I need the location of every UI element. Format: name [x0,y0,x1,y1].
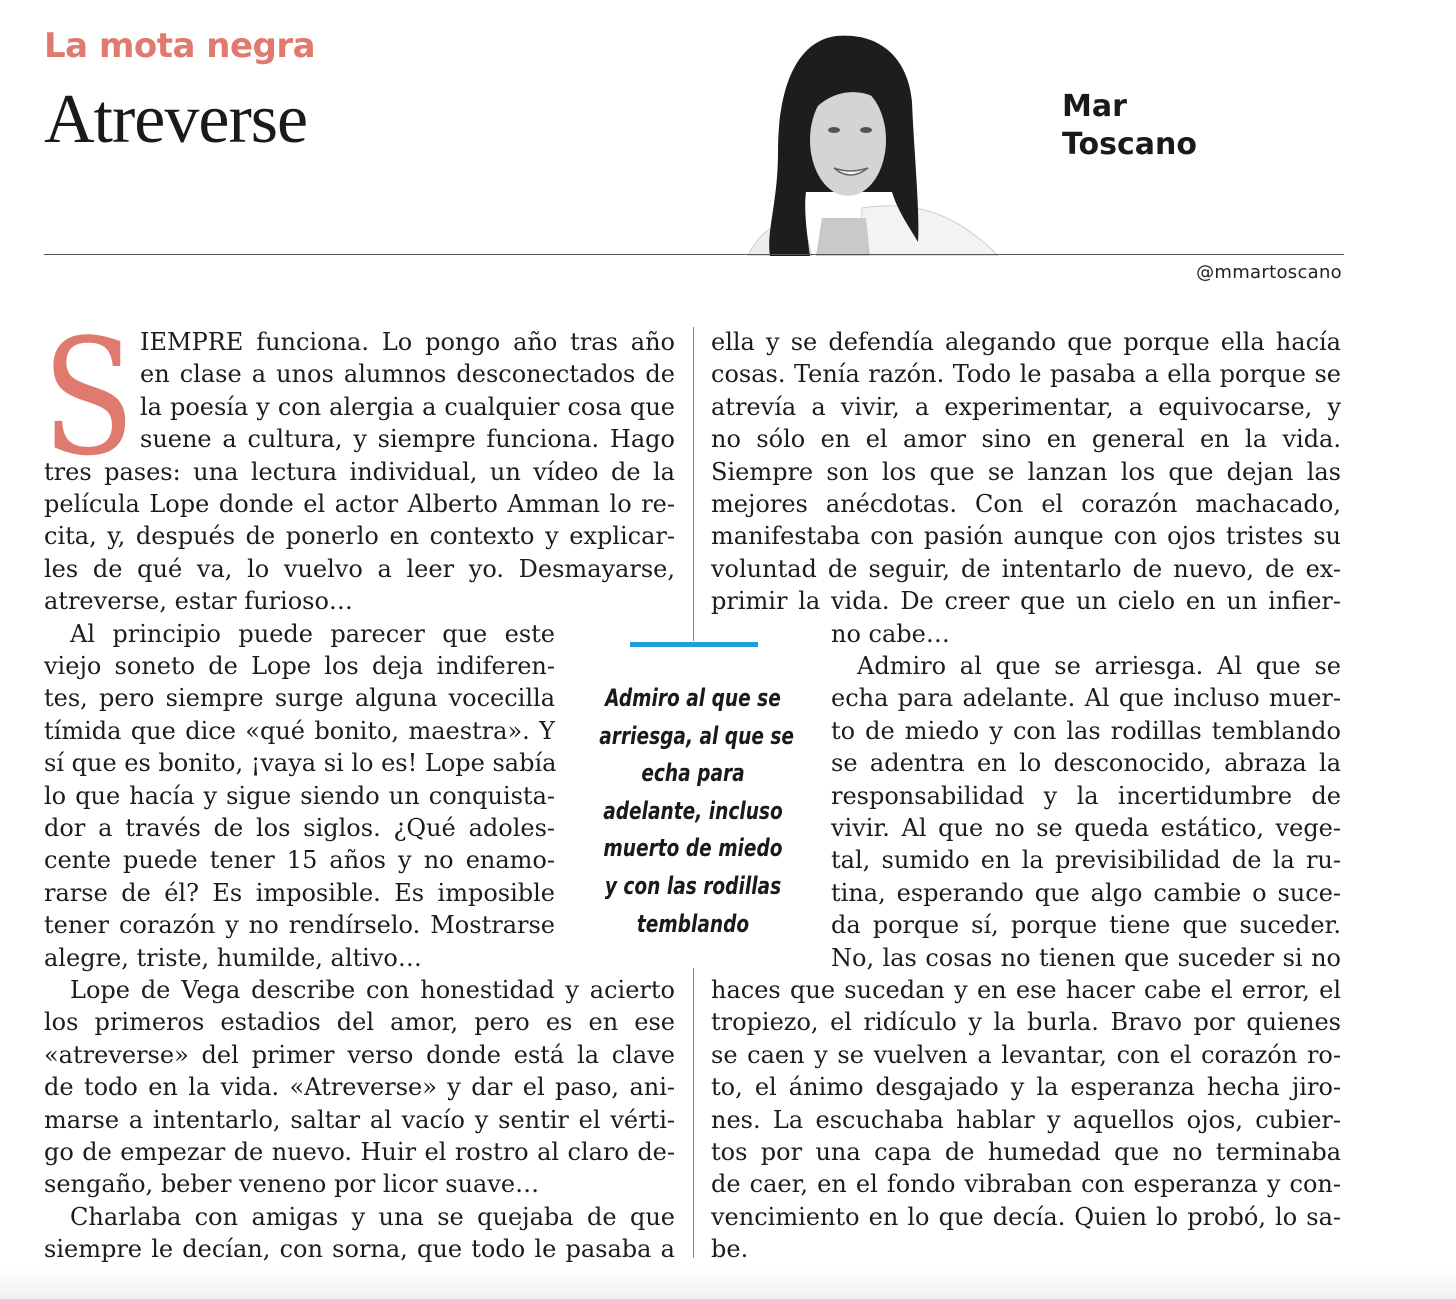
text-line: viejo soneto de Lope los deja indiferen- [44,651,555,680]
article-title: Atreverse [44,81,308,158]
col2-narrow [831,618,1341,974]
text-line: da porque sí, porque tiene que suceder. [831,911,1341,940]
text-line: haces que sucedan y en ese hacer cabe el error, el [711,976,1341,1004]
author-first-name: Mar [1062,89,1127,124]
text-line: «atreverse» del primer verso donde está la clave [44,1040,675,1069]
text-line: no cabe… [831,619,950,648]
pullquote-line: muerto de miedo [603,834,783,863]
text-line: cente puede tener 15 años y no enamo- [44,846,555,875]
text-line: atrevía a vivir, a experimentar, a equivocarse, y [711,392,1341,421]
pullquote [584,680,802,943]
text-line: lo que hacía y sigue siendo un conquista- [44,781,555,810]
author-photo [742,32,1004,256]
text-line: primir la vida. De creer que un cielo en un infier- [711,587,1341,616]
author-last-name: Toscano [1062,127,1197,162]
col1-full [44,456,675,618]
text-line: de caer, en el fondo vibraban con esperanza y con- [711,1170,1341,1199]
text-line: cita, y, después de ponerlo en contexto y explicar- [44,522,675,551]
drop-cap: S [42,304,136,491]
text-line: alegre, triste, humilde, altivo… [44,943,422,972]
column-divider-bottom [693,968,694,1258]
text-line: rarse de él? Es imposible. Es imposible [44,878,555,907]
pullquote-line: echa para [641,759,745,788]
text-line: suene a cultura, y siempre funciona. Hago [140,425,675,454]
col1-intro [140,326,675,456]
pullquote-line: Admiro al que se [605,684,781,712]
text-line: tropiezo, el ridículo y la burla. Bravo por quienes [711,1008,1341,1037]
text-line: no sólo en el amor sino en general en la vida. [711,425,1341,454]
text-line: to, el ánimo desgajado y la esperanza hecha jiro- [711,1073,1341,1102]
text-line: Admiro al que se arriesga. Al que se [857,651,1341,680]
text-line: Charlaba con amigas y una se quejaba de que [70,1202,675,1231]
text-line: película Lope donde el actor Alberto Amman lo re- [44,489,675,518]
column-divider-top [693,327,694,641]
text-line: go de empezar de nuevo. Huir el rostro al claro de- [44,1137,675,1166]
text-line: echa para adelante. Al que incluso muer- [831,684,1341,713]
text-line: tes, pero siempre surge alguna vocecilla [44,684,555,713]
text-line: atreverse, estar furioso… [44,587,353,616]
page-bottom-edge [0,1268,1456,1299]
text-line: nes. La escuchaba hablar y aquellos ojos, cubier- [711,1105,1341,1134]
col1-narrow [44,618,555,974]
text-line: manifestaba con pasión aunque con ojos tristes su [711,522,1341,551]
text-line: Al principio puede parecer que este [70,619,555,648]
text-line: Lope de Vega describe con honestidad y acierto [70,976,675,1004]
pullquote-line: arriesga, al que se [599,721,795,750]
text-line: les de qué va, lo vuelvo a leer yo. Desmayarse, [44,554,675,583]
text-line: IEMPRE funciona. Lo pongo año tras año [140,328,675,356]
text-line: mejores anécdotas. Con el corazón machacado, [711,489,1341,518]
text-line: tímida que dice «qué bonito, maestra». Y [44,716,555,745]
text-line: voluntad de seguir, de intentarlo de nuevo, de ex- [711,554,1341,583]
text-line: responsabilidad y la incertidumbre de [831,781,1341,810]
text-line: se adentra en lo desconocido, abraza la [831,749,1341,778]
text-line: tos por una capa de humedad que no terminaba [711,1137,1341,1166]
text-line: los primeros estadios del amor, pero es en ese [44,1008,675,1037]
pullquote-line: y con las rodillas [604,871,782,900]
author-name [1062,88,1197,164]
text-line: la poesía y con alergia a cualquier cosa que [140,392,675,421]
text-line: be. [711,1235,749,1264]
pullquote-line: temblando [636,909,750,938]
text-line: No, las cosas no tienen que suceder si no [831,943,1341,972]
col2-bottom [711,974,1341,1266]
text-line: cosas. Tenía razón. Todo le pasaba a ella porque se [711,360,1341,389]
text-line: vivir. Al que no se queda estático, vege- [831,813,1341,842]
text-line: marse a intentarlo, saltar al vacío y sentir el vérti- [44,1105,675,1134]
text-line: tener corazón y no rendírselo. Mostrarse [44,911,555,940]
text-line: tal, sumido en la previsibilidad de la ru- [831,846,1341,875]
text-line: sengaño, beber veneno por licor suave… [44,1170,540,1199]
header-divider [44,254,1344,255]
text-line: se caen y se vuelven a levantar, con el corazón ro- [711,1040,1341,1069]
text-line: tina, esperando que algo cambie o suce- [831,878,1341,907]
text-line: to de miedo y con las rodillas temblando [831,716,1341,745]
text-line: dor a través de los siglos. ¿Qué adoles- [44,813,555,842]
section-label: La mota negra [44,26,316,66]
text-line: en clase a unos alumnos desconectados de [140,360,675,389]
author-handle: @mmartoscano [1196,262,1342,283]
text-line: de todo en la vida. «Atreverse» y dar el paso, ani- [44,1073,675,1102]
text-line: sí que es bonito, ¡vaya si lo es! Lope sabía [44,749,557,778]
text-line: Siempre son los que se lanzan los que dejan las [711,457,1341,486]
col2-top [711,326,1341,618]
text-line: tres pases: una lectura individual, un vídeo de la [44,457,675,486]
text-line: siempre le decían, con sorna, que todo le pasaba a [44,1235,675,1264]
col1-bottom [44,974,675,1266]
text-line: ella y se defendía alegando que porque ella hacía [711,328,1341,356]
text-line: vencimiento en lo que decía. Quien lo probó, lo sa- [711,1202,1341,1231]
pullquote-line: adelante, incluso [603,796,783,825]
pullquote-rule [630,642,758,647]
